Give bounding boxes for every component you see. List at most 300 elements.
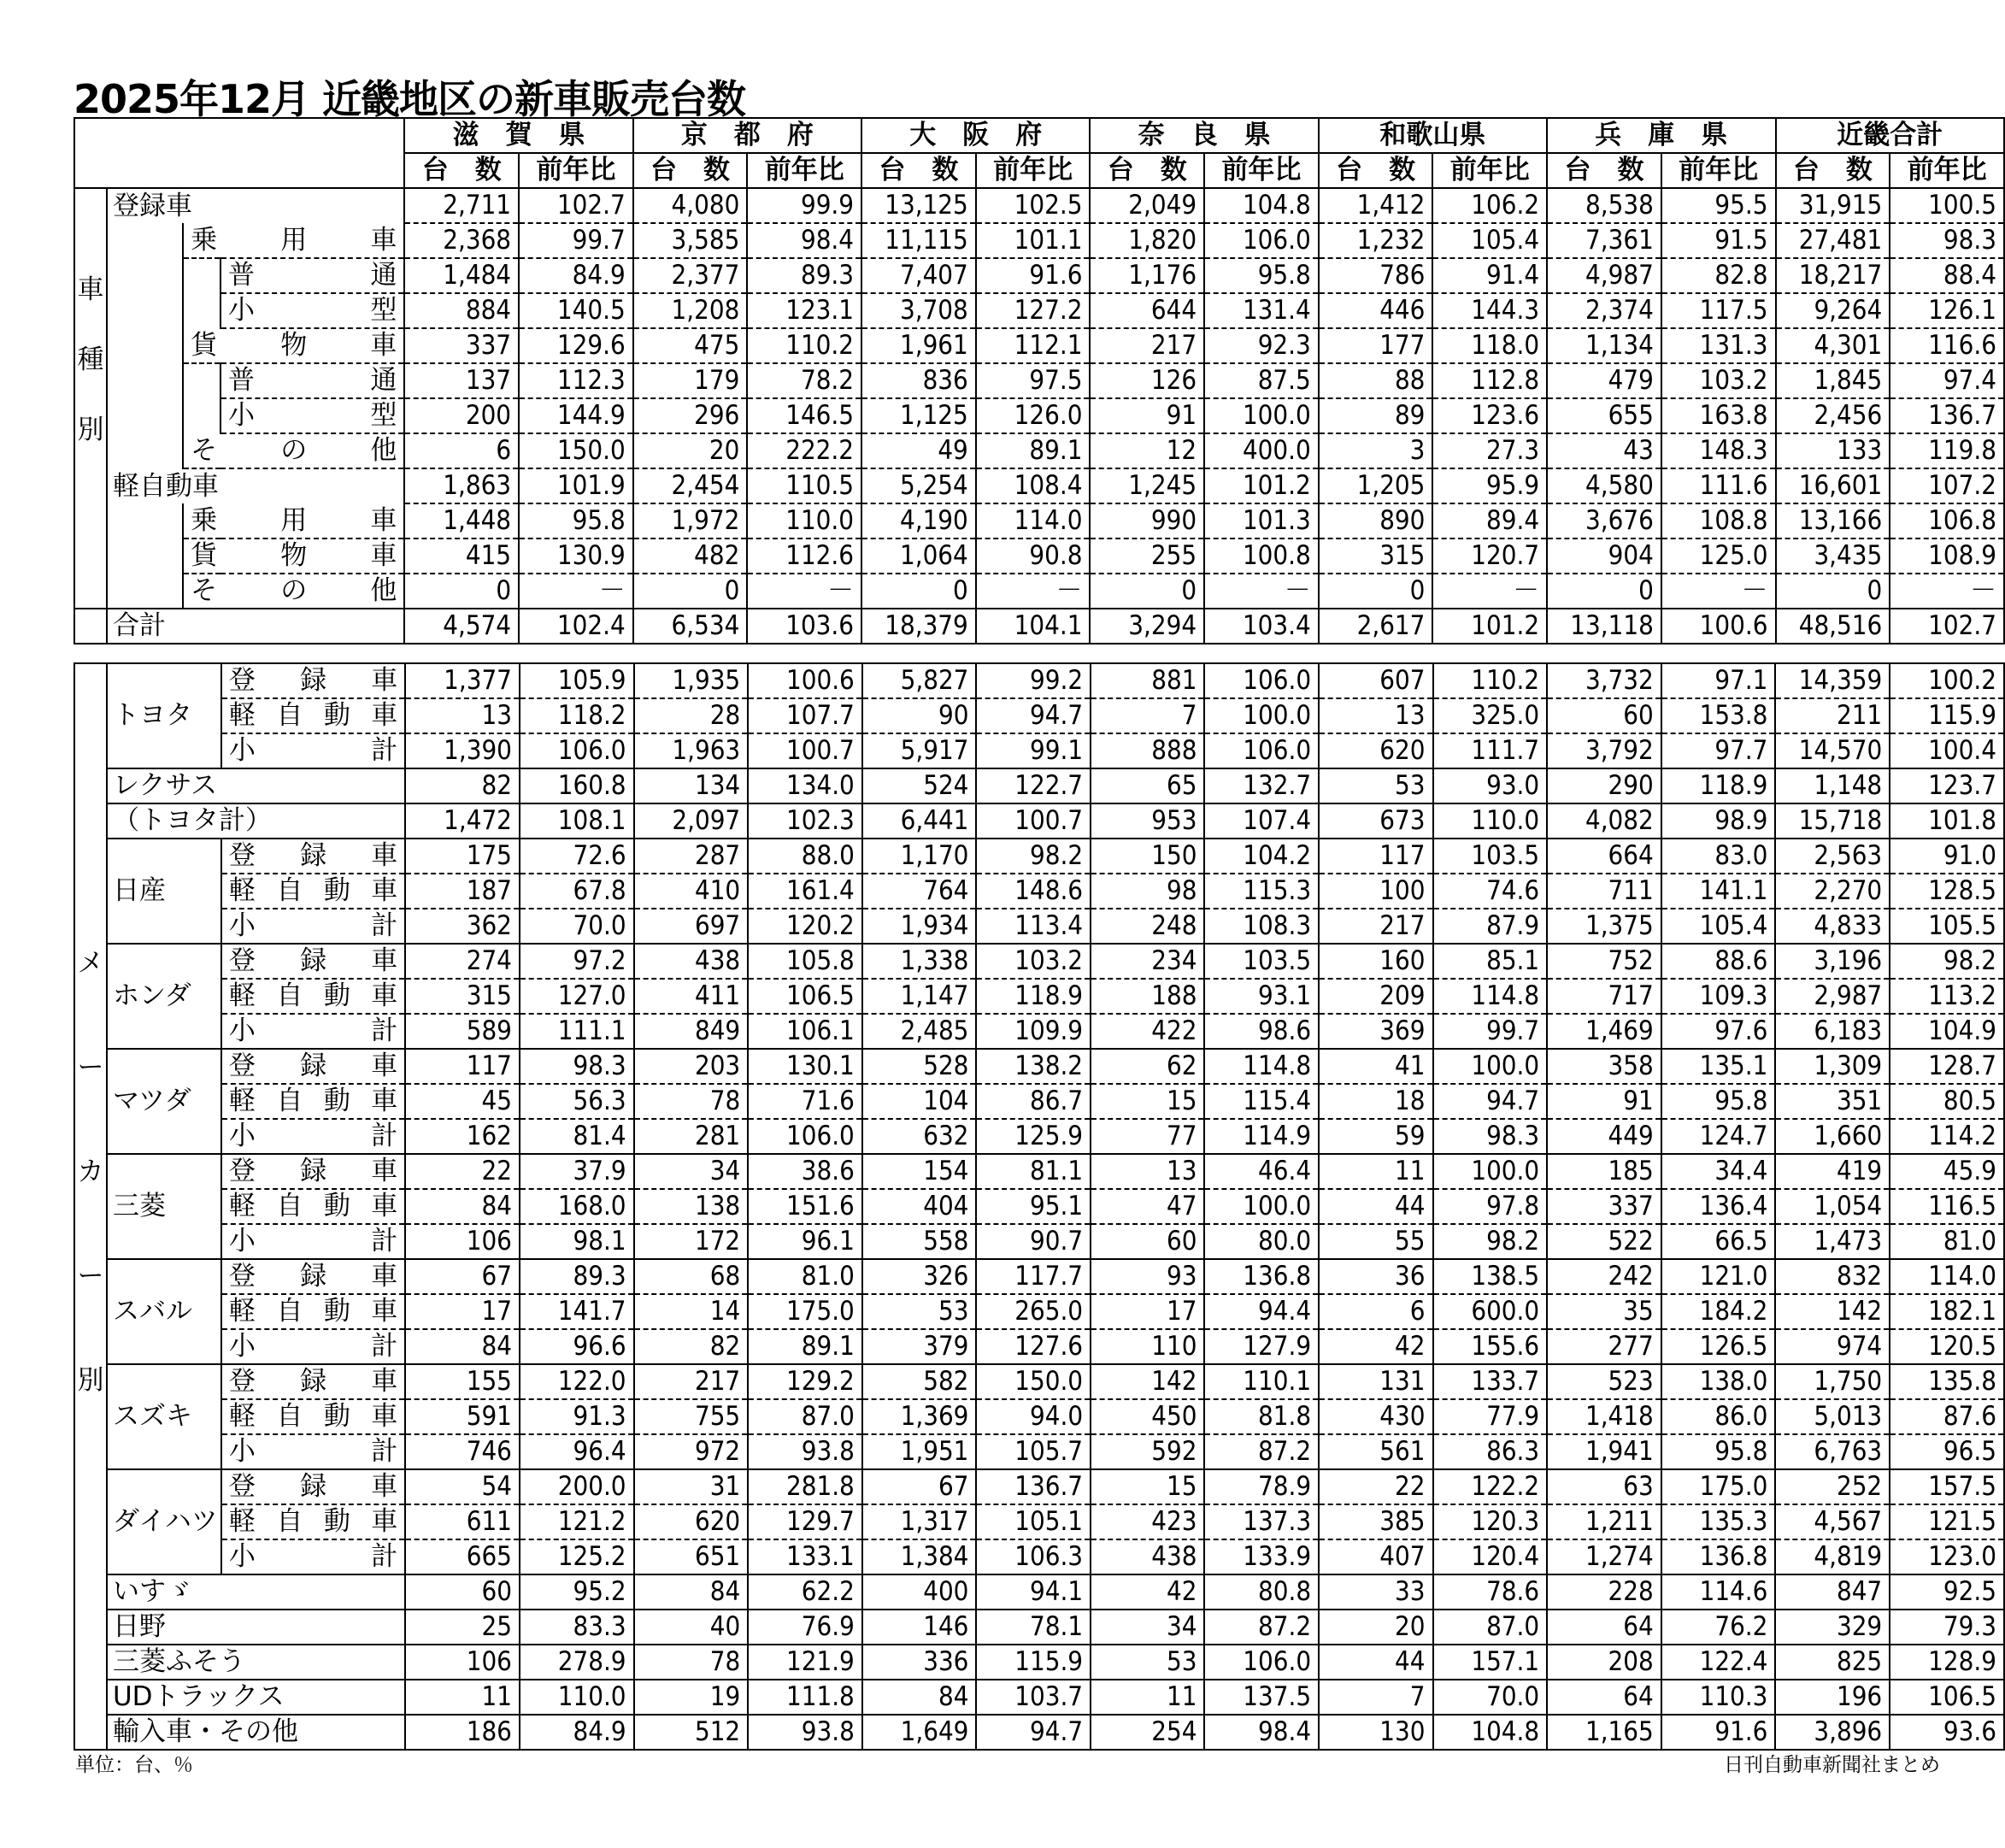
yoy-ratio: 281.8 [748, 1469, 862, 1504]
yoy-ratio: 103.7 [976, 1680, 1091, 1715]
yoy-ratio: 111.8 [748, 1680, 862, 1715]
unit-count: 78 [634, 1084, 749, 1119]
yoy-ratio: 116.6 [1890, 328, 2004, 363]
unit-count: 1,934 [862, 909, 977, 944]
yoy-ratio: 107.2 [1890, 468, 2004, 503]
yoy-ratio: 98.2 [1890, 944, 2004, 979]
maker-row [74, 1364, 2004, 1399]
indent-spacer [107, 293, 183, 328]
unit-count: 8,538 [1547, 188, 1661, 223]
yoy-ratio: 106.2 [1432, 188, 1547, 223]
yoy-ratio: 114.8 [1433, 979, 1548, 1014]
yoy-ratio: 130.9 [519, 539, 633, 574]
yoy-ratio: 91.5 [1661, 223, 1776, 258]
yoy-ratio: 168.0 [520, 1189, 634, 1224]
maker-row [74, 1294, 2004, 1329]
unit-count: 12 [1090, 433, 1204, 468]
yoy-ratio: 104.1 [976, 609, 1091, 644]
indent-spacer [183, 293, 220, 328]
source-credit: 日刊自動車新聞社まとめ [1724, 1754, 1940, 1776]
yoy-ratio: 70.0 [520, 909, 634, 944]
unit-count: 379 [862, 1329, 977, 1364]
unit-count: 42 [1091, 1574, 1204, 1610]
row-label: 小 型 [220, 293, 404, 328]
unit-count: 3,708 [861, 293, 976, 328]
unit-count: 6 [1319, 1294, 1432, 1329]
unit-count: 362 [405, 909, 520, 944]
yoy-ratio: 92.5 [1890, 1574, 2004, 1610]
yoy-ratio: 46.4 [1204, 1154, 1319, 1189]
maker-name: ダイハツ [107, 1469, 221, 1574]
unit-count: 404 [862, 1189, 977, 1224]
vehicle-type-row [74, 539, 2004, 574]
unit-count: 1,375 [1547, 909, 1661, 944]
yoy-ratio: － [1432, 574, 1547, 609]
maker-row [74, 1154, 2004, 1189]
unit-count: 84 [405, 1189, 520, 1224]
yoy-ratio: 96.4 [520, 1434, 634, 1469]
unit-count: 18 [1319, 1084, 1432, 1119]
unit-count: 1,484 [404, 258, 519, 293]
yoy-ratio: 104.8 [1204, 188, 1319, 223]
unit-count: 13 [1091, 1154, 1204, 1189]
unit-count: 160 [1319, 944, 1432, 979]
yoy-ratio: 95.8 [1661, 1434, 1776, 1469]
unit-count: 591 [405, 1399, 520, 1434]
unit-count: 91 [1090, 398, 1204, 433]
yoy-ratio: 106.1 [748, 1014, 862, 1049]
yoy-ratio: 114.8 [1204, 1049, 1319, 1084]
count-header: 台 数 [633, 153, 748, 188]
yoy-ratio: 136.7 [1890, 398, 2004, 433]
unit-count: 523 [1547, 1364, 1661, 1399]
unit-count: 25 [405, 1610, 520, 1645]
unit-count: 419 [1775, 1154, 1890, 1189]
yoy-ratio: 113.4 [976, 909, 1091, 944]
yoy-ratio: 96.6 [520, 1329, 634, 1364]
yoy-ratio: 126.0 [976, 398, 1091, 433]
yoy-ratio: 100.4 [1890, 733, 2004, 768]
yoy-ratio: 111.1 [520, 1014, 634, 1049]
yoy-ratio: 106.8 [1890, 503, 2004, 539]
yoy-ratio: 98.1 [520, 1224, 634, 1259]
unit-count: 1,134 [1547, 328, 1661, 363]
yoy-ratio: 88.4 [1890, 258, 2004, 293]
unit-count: 36 [1319, 1259, 1432, 1294]
yoy-ratio: 118.0 [1432, 328, 1547, 363]
unit-count: 200 [404, 398, 519, 433]
unit-count: 884 [404, 293, 519, 328]
maker-name: トヨタ [107, 663, 221, 768]
unit-count: 13,118 [1547, 609, 1661, 644]
unit-count: 528 [862, 1049, 977, 1084]
yoy-ratio: 115.9 [976, 1645, 1091, 1680]
yoy-ratio: 97.2 [520, 944, 634, 979]
yoy-ratio: 108.4 [976, 468, 1091, 503]
prefecture-header: 滋 賀 県 [404, 118, 632, 153]
unit-count: 126 [1090, 363, 1204, 398]
unit-count: 88 [1319, 363, 1433, 398]
unit-count: 1,338 [862, 944, 977, 979]
yoy-ratio: 102.7 [519, 188, 633, 223]
unit-count: 1,448 [404, 503, 519, 539]
yoy-ratio: 70.0 [1433, 1680, 1548, 1715]
row-label: 小 型 [220, 398, 404, 433]
unit-count: 40 [634, 1610, 749, 1645]
yoy-ratio: 100.5 [1890, 188, 2004, 223]
yoy-ratio: 90.8 [976, 539, 1091, 574]
yoy-ratio: 98.4 [1204, 1715, 1319, 1750]
unit-count: 11,115 [861, 223, 976, 258]
row-label: 貨 物 車 [183, 539, 404, 574]
unit-count: 764 [862, 874, 977, 909]
yoy-ratio: 124.7 [1661, 1119, 1776, 1154]
unit-count: 1,125 [861, 398, 976, 433]
unit-count: 188 [1091, 979, 1204, 1014]
yoy-ratio: 122.7 [976, 768, 1091, 803]
unit-count: 2,987 [1775, 979, 1890, 1014]
unit-count: 400 [862, 1574, 977, 1610]
yoy-ratio: 265.0 [976, 1294, 1091, 1329]
yoy-ratio: 150.0 [976, 1364, 1091, 1399]
unit-count: 2,563 [1775, 839, 1890, 874]
unit-count: 512 [634, 1715, 749, 1750]
yoy-ratio: 106.0 [1204, 663, 1319, 698]
vehicle-type-row [74, 363, 2004, 398]
yoy-ratio: 114.9 [1204, 1119, 1319, 1154]
yoy-ratio: 79.3 [1890, 1610, 2004, 1645]
unit-count: 1,232 [1319, 223, 1433, 258]
unit-count: 252 [1775, 1469, 1890, 1504]
unit-count: 67 [862, 1469, 977, 1504]
yoy-ratio: 89.1 [748, 1329, 862, 1364]
yoy-ratio: 95.8 [519, 503, 633, 539]
yoy-ratio: 131.4 [1204, 293, 1319, 328]
yoy-ratio: 102.3 [748, 803, 862, 839]
unit-count: 42 [1319, 1329, 1432, 1364]
unit-count: 482 [633, 539, 748, 574]
section-label-maker [74, 663, 107, 1750]
unit-count: 3,676 [1547, 503, 1661, 539]
sub-label: 軽自動車 [221, 979, 405, 1014]
unit-count: 4,574 [404, 609, 519, 644]
maker-name: いすゞ [107, 1574, 405, 1610]
unit-count: 100 [1319, 874, 1432, 909]
unit-count: 17 [405, 1294, 520, 1329]
yoy-ratio: 115.4 [1204, 1084, 1319, 1119]
unit-count: 1,211 [1547, 1504, 1661, 1539]
sub-label: 登 録 車 [221, 944, 405, 979]
yoy-ratio: 92.3 [1204, 328, 1319, 363]
yoy-ratio: 100.6 [1661, 609, 1776, 644]
unit-count: 48,516 [1776, 609, 1890, 644]
unit-count: 49 [861, 433, 976, 468]
yoy-ratio: 95.9 [1432, 468, 1547, 503]
unit-count: 4,301 [1776, 328, 1890, 363]
yoy-ratio: 325.0 [1433, 698, 1548, 733]
yoy-ratio: 98.3 [520, 1049, 634, 1084]
yoy-ratio: 93.8 [748, 1434, 862, 1469]
yoy-ratio: 104.9 [1890, 1014, 2004, 1049]
unit-count: 479 [1547, 363, 1661, 398]
unit-count: 211 [1775, 698, 1890, 733]
unit-count: 620 [1319, 733, 1432, 768]
unit-count: 3,732 [1547, 663, 1661, 698]
unit-count: 6,183 [1775, 1014, 1890, 1049]
unit-count: 154 [862, 1154, 977, 1189]
unit-count: 13,125 [861, 188, 976, 223]
maker-row [74, 909, 2004, 944]
yoy-ratio: 137.5 [1204, 1680, 1319, 1715]
unit-count: 11 [405, 1680, 520, 1715]
yoy-ratio: 108.9 [1890, 539, 2004, 574]
unit-count: 5,013 [1775, 1399, 1890, 1434]
unit-count: 208 [1547, 1645, 1661, 1680]
indent-spacer [107, 574, 183, 609]
yoy-ratio: 127.2 [976, 293, 1091, 328]
unit-count: 16,601 [1776, 468, 1890, 503]
unit-count: 248 [1091, 909, 1204, 944]
yoy-ratio: 141.1 [1661, 874, 1776, 909]
yoy-ratio: 101.9 [519, 468, 633, 503]
yoy-ratio: 103.5 [1204, 944, 1319, 979]
yoy-ratio: 67.8 [520, 874, 634, 909]
yoy-ratio: 157.5 [1890, 1469, 2004, 1504]
yoy-ratio: 72.6 [520, 839, 634, 874]
indent-spacer [183, 363, 220, 398]
unit-count: 104 [862, 1084, 977, 1119]
yoy-ratio: 108.3 [1204, 909, 1319, 944]
count-header: 台 数 [1547, 153, 1661, 188]
prefecture-header: 奈 良 県 [1090, 118, 1318, 153]
yoy-ratio: 140.5 [519, 293, 633, 328]
unit-count: 3,896 [1775, 1715, 1890, 1750]
yoy-ratio: 118.9 [976, 979, 1091, 1014]
yoy-ratio: 100.0 [1433, 1154, 1548, 1189]
yoy-ratio: 83.3 [520, 1610, 634, 1645]
unit-count: 2,368 [404, 223, 519, 258]
yoy-ratio: 103.6 [747, 609, 861, 644]
yoy-ratio: 104.2 [1204, 839, 1319, 874]
yoy-ratio: 101.1 [976, 223, 1091, 258]
unit-count: 203 [634, 1049, 749, 1084]
maker-row [74, 1119, 2004, 1154]
unit-count: 1,863 [404, 468, 519, 503]
vehicle-type-row [74, 328, 2004, 363]
yoy-ratio: 100.0 [1204, 398, 1319, 433]
yoy-ratio: 175.0 [748, 1294, 862, 1329]
yoy-ratio: 125.9 [976, 1119, 1091, 1154]
unit-count: 651 [634, 1539, 749, 1574]
yoy-ratio: 89.3 [520, 1259, 634, 1294]
unit-count: 336 [862, 1645, 977, 1680]
yoy-ratio: 103.4 [1204, 609, 1319, 644]
vehicle-type-row [74, 398, 2004, 433]
unit-count: 67 [405, 1259, 520, 1294]
yoy-ratio: 136.4 [1661, 1189, 1776, 1224]
yoy-ratio: 111.6 [1661, 468, 1776, 503]
unit-count: 2,617 [1319, 609, 1433, 644]
unit-count: 475 [633, 328, 748, 363]
yoy-ratio: 62.2 [748, 1574, 862, 1610]
yoy-ratio: 97.6 [1661, 1014, 1776, 1049]
unit-count: 315 [1319, 539, 1433, 574]
maker-row [74, 1084, 2004, 1119]
row-label: そ の 他 [183, 433, 404, 468]
yoy-ratio: 94.0 [976, 1399, 1091, 1434]
unit-count: 4,080 [633, 188, 748, 223]
unit-count: 1,961 [861, 328, 976, 363]
yoy-ratio: 95.1 [976, 1189, 1091, 1224]
unit-count: 133 [1776, 433, 1890, 468]
unit-count: 34 [634, 1154, 749, 1189]
yoy-ratio: 90.7 [976, 1224, 1091, 1259]
yoy-ratio: 110.1 [1204, 1364, 1319, 1399]
yoy-ratio: 91.6 [1661, 1715, 1776, 1750]
yoy-ratio: 120.5 [1890, 1329, 2004, 1364]
unit-count: 13 [405, 698, 520, 733]
unit-count: 1,472 [405, 803, 520, 839]
unit-count: 337 [1547, 1189, 1661, 1224]
yoy-ratio: 107.4 [1204, 803, 1319, 839]
sub-label: 小 計 [221, 1224, 405, 1259]
unit-count: 1,176 [1090, 258, 1204, 293]
yoy-ratio: 133.9 [1204, 1539, 1319, 1574]
unit-count: 2,377 [633, 258, 748, 293]
yoy-ratio: 98.2 [1433, 1224, 1548, 1259]
yoy-ratio: 87.9 [1433, 909, 1548, 944]
yoy-ratio: 96.1 [748, 1224, 862, 1259]
yoy-ratio: 126.5 [1661, 1329, 1776, 1364]
yoy-ratio: 80.5 [1890, 1084, 2004, 1119]
unit-count: 888 [1091, 733, 1204, 768]
unit-count: 1,469 [1547, 1014, 1661, 1049]
unit-count: 0 [633, 574, 748, 609]
unit-count: 665 [405, 1539, 520, 1574]
yoy-ratio: 97.7 [1661, 733, 1776, 768]
yoy-ratio: 99.2 [976, 663, 1091, 698]
vehicle-type-row [74, 433, 2004, 468]
unit-count: 31 [634, 1469, 749, 1504]
unit-count: 1,820 [1090, 223, 1204, 258]
yoy-ratio: 105.4 [1432, 223, 1547, 258]
maker-row [74, 874, 2004, 909]
maker-row [74, 1680, 2004, 1715]
unit-count: 825 [1775, 1645, 1890, 1680]
yoy-ratio: 87.0 [748, 1399, 862, 1434]
yoy-ratio: 94.4 [1204, 1294, 1319, 1329]
unit-count: 582 [862, 1364, 977, 1399]
yoy-ratio: 127.9 [1204, 1329, 1319, 1364]
unit-count: 68 [634, 1259, 749, 1294]
yoy-ratio: 100.0 [1204, 698, 1319, 733]
section-label-char: ー [77, 1261, 104, 1292]
yoy-ratio: 102.4 [519, 609, 633, 644]
yoy-ratio: 113.2 [1890, 979, 2004, 1014]
row-label: 軽自動車 [107, 468, 404, 503]
count-header: 台 数 [404, 153, 519, 188]
yoy-ratio: 110.0 [747, 503, 861, 539]
yoy-ratio: 83.0 [1661, 839, 1776, 874]
yoy-ratio: 84.9 [519, 258, 633, 293]
yoy-ratio: 94.7 [976, 1715, 1091, 1750]
yoy-ratio: 101.3 [1204, 503, 1319, 539]
unit-count: 607 [1319, 663, 1432, 698]
unit-count: 1,054 [1775, 1189, 1890, 1224]
unit-count: 196 [1775, 1680, 1890, 1715]
yoy-ratio: 100.7 [976, 803, 1091, 839]
unit-count: 2,456 [1776, 398, 1890, 433]
section-label-char: 車 [77, 274, 104, 305]
unit-count: 1,369 [862, 1399, 977, 1434]
yoy-ratio: 103.5 [1433, 839, 1548, 874]
prefecture-header: 和歌山県 [1319, 118, 1547, 153]
unit-count: 415 [404, 539, 519, 574]
unit-count: 60 [1547, 698, 1661, 733]
yoy-ratio: 38.6 [748, 1154, 862, 1189]
unit-count: 13 [1319, 698, 1432, 733]
yoy-ratio: 99.7 [1433, 1014, 1548, 1049]
yoy-ratio: 87.6 [1890, 1399, 2004, 1434]
sub-label: 小 計 [221, 1329, 405, 1364]
unit-count: 4,833 [1775, 909, 1890, 944]
unit-count: 589 [405, 1014, 520, 1049]
unit-count: 27,481 [1776, 223, 1890, 258]
indent-spacer [107, 258, 183, 293]
yoy-header: 前年比 [747, 153, 861, 188]
yoy-ratio: 136.8 [1204, 1259, 1319, 1294]
maker-row [74, 1224, 2004, 1259]
yoy-ratio: 89.1 [976, 433, 1091, 468]
vehicle-type-row [74, 574, 2004, 609]
unit-count: 277 [1547, 1329, 1661, 1364]
yoy-ratio: 151.6 [748, 1189, 862, 1224]
unit-count: 9,264 [1776, 293, 1890, 328]
maker-name: 輸入車・その他 [107, 1715, 405, 1750]
yoy-ratio: 103.2 [976, 944, 1091, 979]
yoy-ratio: 182.1 [1890, 1294, 2004, 1329]
unit-count: 82 [634, 1329, 749, 1364]
yoy-ratio: 100.0 [1204, 1189, 1319, 1224]
unit-count: 0 [1319, 574, 1433, 609]
sub-label: 軽自動車 [221, 1294, 405, 1329]
yoy-ratio: 106.0 [520, 733, 634, 768]
unit-count: 22 [405, 1154, 520, 1189]
yoy-ratio: 97.1 [1661, 663, 1776, 698]
unit-count: 63 [1547, 1469, 1661, 1504]
unit-count: 1,750 [1775, 1364, 1890, 1399]
yoy-ratio: 87.2 [1204, 1434, 1319, 1469]
unit-count: 7,407 [861, 258, 976, 293]
unit-count: 15 [1091, 1084, 1204, 1119]
unit-count: 110 [1091, 1329, 1204, 1364]
section-label-char: カ [77, 1156, 104, 1187]
maker-row [74, 768, 2004, 803]
unit-count: 64 [1547, 1680, 1661, 1715]
yoy-ratio: 110.5 [747, 468, 861, 503]
yoy-ratio: 133.7 [1433, 1364, 1548, 1399]
yoy-ratio: 136.8 [1661, 1539, 1776, 1574]
yoy-ratio: 45.9 [1890, 1154, 2004, 1189]
yoy-ratio: 96.5 [1890, 1434, 2004, 1469]
unit-count: 1,418 [1547, 1399, 1661, 1434]
unit-count: 5,827 [862, 663, 977, 698]
yoy-ratio: 222.2 [747, 433, 861, 468]
unit-count: 20 [1319, 1610, 1432, 1645]
unit-count: 185 [1547, 1154, 1661, 1189]
sub-label: 登 録 車 [221, 1469, 405, 1504]
yoy-ratio: 98.6 [1204, 1014, 1319, 1049]
